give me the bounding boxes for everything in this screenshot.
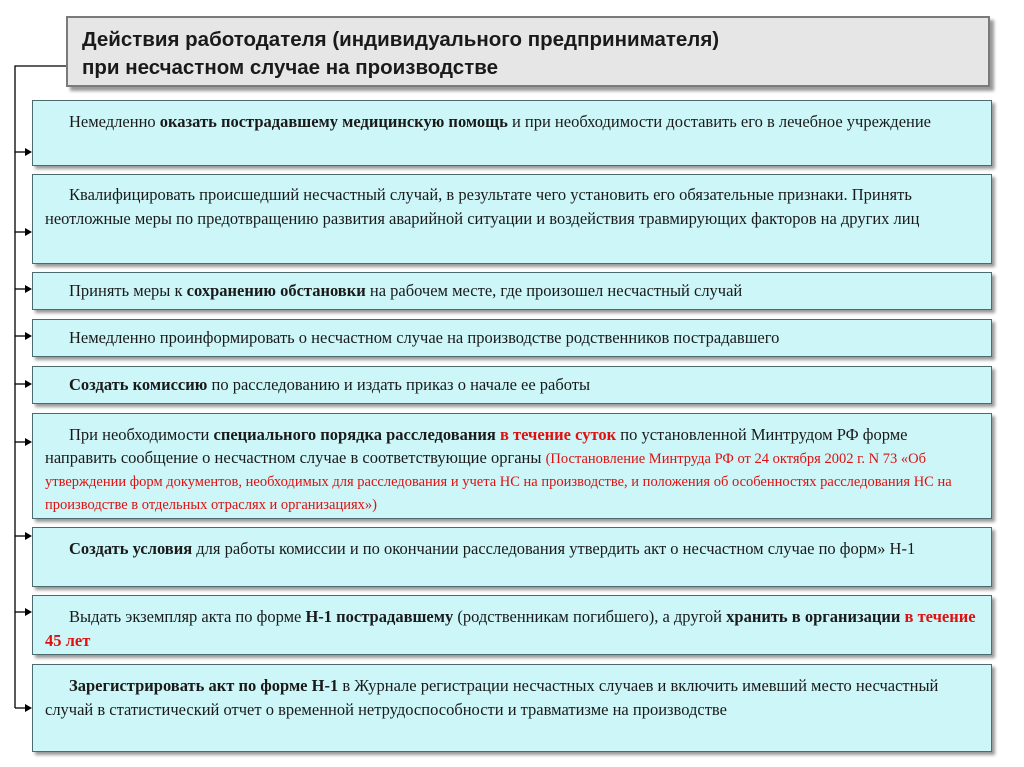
arrow-head-icon	[25, 380, 32, 388]
step-box-4	[32, 319, 992, 357]
arrow-head-icon	[25, 332, 32, 340]
step-text: Квалифицировать происшедший несчастный случай, в результате чего установить его обязательные признаки. Принять неотложные меры по предотвращению развития аварийной ситуации и воздействия травмирующих факторов на других лиц	[45, 185, 920, 228]
step-text: и при необходимости доставить его в лечебное учреждение	[507, 112, 931, 131]
step-text: Немедленно проинформировать о несчастном случае на производстве родственников пострадавшего	[69, 328, 780, 347]
arrow-head-icon	[25, 148, 32, 156]
deadline-highlight: в течение 45 лет	[45, 607, 976, 650]
step-bold: Создать комиссию	[69, 375, 208, 394]
deadline-highlight: в течение суток	[495, 425, 617, 444]
arrow-head-icon	[25, 532, 32, 540]
step-box-9	[32, 664, 992, 752]
diagram-title	[66, 16, 990, 87]
arrow-head-icon	[25, 704, 32, 712]
step-box-6	[32, 413, 992, 519]
arrow-head-icon	[25, 438, 32, 446]
step-box-8	[32, 595, 992, 655]
step-text: При необходимости	[69, 425, 214, 444]
step-text: по установленной Минтрудом РФ форме направить сообщение о несчастном случае в соответствующие органы	[45, 425, 908, 467]
step-bold: Н-1 пострадавшему	[305, 607, 454, 626]
step-text: Принять меры к	[69, 281, 187, 300]
step-box-5	[32, 366, 992, 404]
arrow-head-icon	[25, 608, 32, 616]
legal-reference-note: (Постановление Минтруда РФ от 24 октября 2002 г. N 73 «Об утверждении форм документов, необходимых для расследования и учета НС на производстве, и положения об особенностях расследования НС на производстве в отдельных отраслях и организациях»)	[45, 451, 952, 513]
title-line-1: Действия работодателя (индивидуального предпринимателя)	[82, 28, 720, 51]
step-bold: оказать пострадавшему медицинскую помощь	[159, 112, 508, 131]
step-text: (родственникам погибшего), а другой	[453, 607, 727, 626]
step-text: на рабочем месте, где произошел несчастный случай	[365, 281, 743, 300]
step-bold: Зарегистрировать акт по форме Н-1	[69, 676, 339, 695]
step-box-2	[32, 174, 992, 264]
arrow-head-icon	[25, 285, 32, 293]
arrow-head-icon	[25, 228, 32, 236]
step-text: для работы комиссии и по окончании расследования утвердить акт о несчастном случае по форм» Н-1	[192, 539, 916, 558]
step-bold: Создать условия	[69, 539, 193, 558]
title-line-2: при несчастном случае на производстве	[82, 56, 498, 79]
step-box-3	[32, 272, 992, 310]
step-bold: сохранению обстановки	[186, 281, 366, 300]
step-box-7	[32, 527, 992, 587]
step-text: по расследованию и издать приказ о начале ее работы	[207, 375, 591, 394]
step-bold: специального порядка расследования	[213, 425, 496, 444]
step-text: Немедленно	[69, 112, 160, 131]
step-box-1	[32, 100, 992, 166]
step-bold: хранить в организации	[726, 607, 901, 626]
step-text: Выдать экземпляр акта по форме	[69, 607, 306, 626]
step-text: в Журнале регистрации несчастных случаев и включить имевший место несчастный случай в статистический отчет о временной нетрудоспособности и травматизме на производстве	[45, 676, 939, 719]
